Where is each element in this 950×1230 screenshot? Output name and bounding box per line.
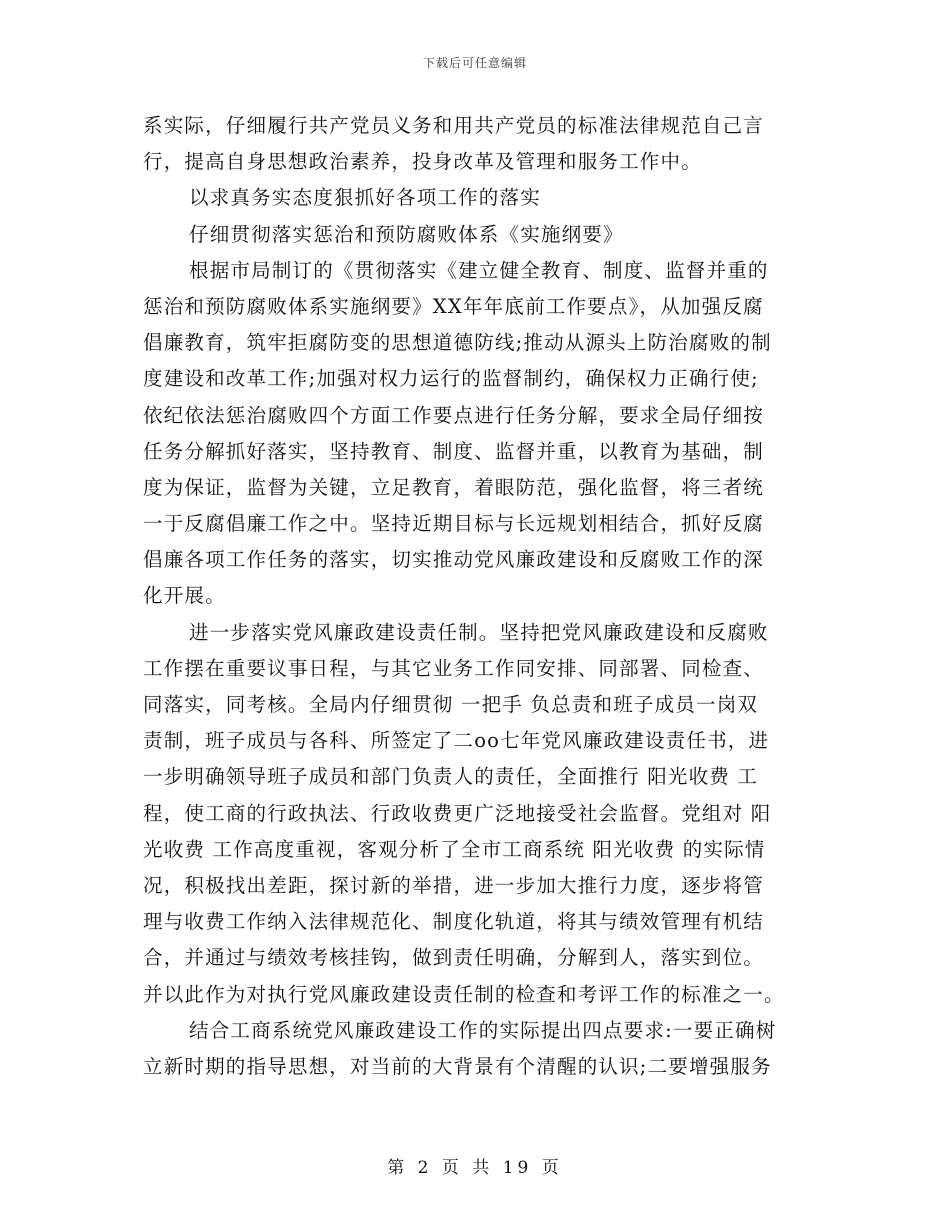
page-number: 第 2 页 共 19 页 <box>387 1158 563 1178</box>
text-line: 依纪依法惩治腐败四个方面工作要点进行任务分解，要求全局仔细按 <box>143 403 765 427</box>
text-line: 同落实，同考核。全局内仔细贯彻 一把手 负总责和班子成员一岗双 <box>143 693 759 716</box>
text-line: 光收费 工作高度重视，客观分析了全市工商系统 阳光收费 的实际情 <box>143 837 766 861</box>
page-header-note: 下载后可任意编辑 <box>422 56 527 70</box>
text-line: 任务分解抓好落实，坚持教育、制度、监督并重，以教育为基础，制 <box>143 439 765 463</box>
body-text <box>143 108 813 1085</box>
text-line: 责制，班子成员与各科、所签定了二oo七年党风廉政建设责任书，进 <box>143 729 770 753</box>
text-line: 进一步落实党风廉政建设责任制。坚持把党风廉政建设和反腐败 <box>189 620 769 644</box>
text-line: 程，使工商的行政执法、行政收费更广泛地接受社会监督。党组对 阳 <box>143 801 772 825</box>
text-line: 根据市局制订的《贯彻落实《建立健全教育、制度、监督并重的 <box>189 258 769 282</box>
text-line: 理与收费工作纳入法律规范化、制度化轨道，将其与绩效管理有机结 <box>143 910 765 934</box>
text-line: 立新时期的指导思想，对当前的大背景有个清醒的认识;二要增强服务 <box>143 1054 772 1078</box>
section-heading: 仔细贯彻落实惩治和预防腐败体系《实施纲要》 <box>189 222 624 246</box>
text-line: 化开展。 <box>143 584 226 608</box>
text-line: 一步明确领导班子成员和部门负责人的责任，全面推行 阳光收费 工 <box>143 765 759 789</box>
text-line: 倡廉各项工作任务的落实，切实推动党风廉政建设和反腐败工作的深 <box>143 548 765 572</box>
text-line: 度建设和改革工作;加强对权力运行的监督制约，确保权力正确行使; <box>143 367 759 391</box>
text-line: 惩治和预防腐败体系实施纲要》XX年年底前工作要点》，从加强反腐 <box>143 294 764 318</box>
text-line: 并以此作为对执行党风廉政建设责任制的检查和考评工作的标准之一。 <box>143 982 785 1006</box>
text-line: 行，提高自身思想政治素养，投身改革及管理和服务工作中。 <box>143 150 702 174</box>
text-line: 系实际，仔细履行共产党员义务和用共产党员的标准法律规范自己言 <box>143 114 765 137</box>
text-line: 度为保证，监督为关键，立足教育，着眼防范，强化监督，将三者统 <box>143 475 765 499</box>
text-line: 工作摆在重要议事日程，与其它业务工作同安排、同部署、同检查、 <box>143 656 765 680</box>
text-line: 结合工商系统党风廉政建设工作的实际提出四点要求:一要正确树 <box>189 1018 777 1042</box>
section-heading: 以求真务实态度狠抓好各项工作的落实 <box>189 186 541 210</box>
text-line: 一于反腐倡廉工作之中。坚持近期目标与长远规划相结合，抓好反腐 <box>143 512 765 536</box>
text-line: 况，积极找出差距，探讨新的举措，进一步加大推行力度，逐步将管 <box>143 873 765 897</box>
text-line: 倡廉教育，筑牢拒腐防变的思想道德防线;推动从源头上防治腐败的制 <box>143 331 772 355</box>
text-line: 合，并通过与绩效考核挂钩，做到责任明确，分解到人，落实到位。 <box>143 946 765 970</box>
